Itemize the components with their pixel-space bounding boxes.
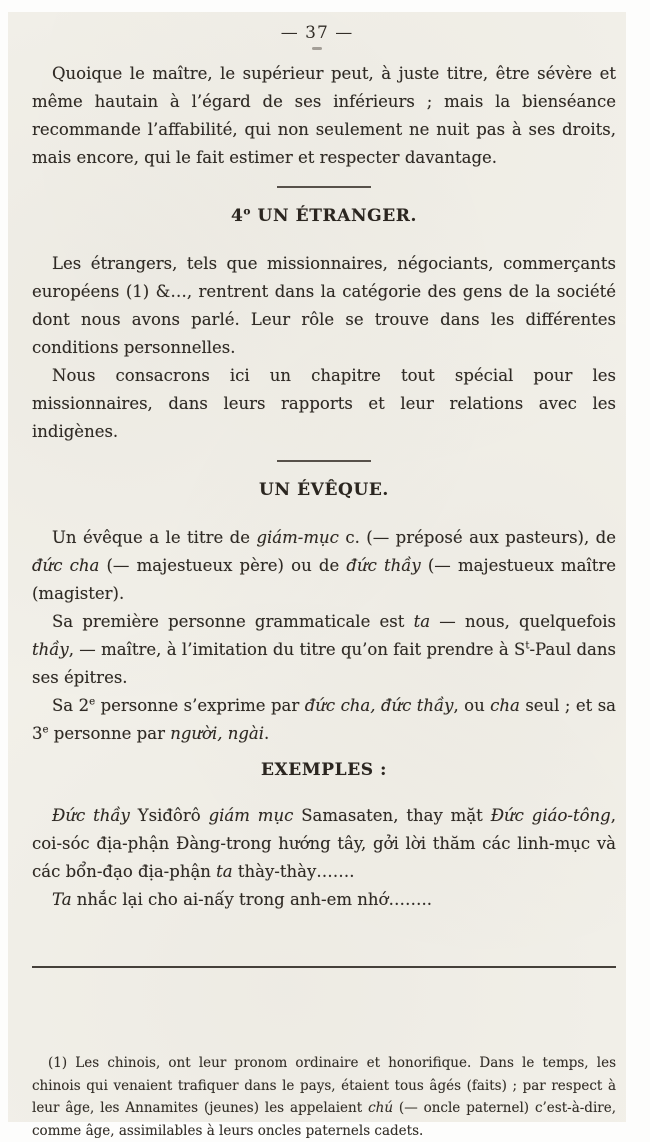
footnote-rule (32, 966, 616, 968)
paragraph-exemple-1: Đức thầy Ysiđôrô giám mục Samasaten, thay mặt Đức giáo-tông, coi-sóc địa-phận Đàng-trong hướng tây, gởi lời thăm các linh-mục và các bổn-đạo địa-phận ta thày-thày……. (32, 806, 616, 881)
heading-exemples: EXEMPLES : (260, 760, 388, 780)
heading-un-eveque: UN ÉVÊQUE. (259, 480, 389, 500)
footnote-chinois: (1) Les chinois, ont leur pronom ordinaire et honorifique. Dans le temps, les chinois qui venaient trafiquer dans le pays, étaient tous âgés (faits) ; par respect à leur âge, les Annamites (jeunes) les appelaient chú (— oncle paternel) c’est-à-dire, comme âge, assimilables à leurs oncles paternels cadets. (32, 1055, 617, 1139)
paragraph-intro: Quoique le maître, le supérieur peut, à juste titre, être sévère et même hautain à l’égard de ses inférieurs ; mais la bienséance recommande l’affabilité, qui non seulement ne nuit pas à ses droits, mais encore, qui le fait estimer et respecter davantage. (32, 64, 616, 167)
paragraph-eveque-titre: Un évêque a le titre de giám-mục c. (— préposé aux pasteurs), de đức cha (— majestueux père) ou de đức thầy (— majestueux maître (magister). (32, 528, 617, 603)
section-divider (277, 460, 371, 462)
paragraph-consacrons: Nous consacrons ici un chapitre tout spécial pour les missionnaires, dans leurs rapports et leur relations avec les indigènes. (32, 366, 616, 441)
heading-un-etranger: 4$^o$ UN ÉTRANGER. (230, 205, 418, 226)
paragraph-etrangers: Les étrangers, tels que missionnaires, négociants, commerçants européens (1) &…, rentrent dans la catégorie des gens de la société dont nous avons parlé. Leur rôle se trouve dans les différentes conditions personnelles. (32, 254, 616, 357)
paragraph-deuxieme-personne: Sa 2e personne s’exprime par đức cha, đức thầy, ou cha seul ; et sa 3e personne par người, ngài. (32, 696, 617, 743)
paragraph-exemple-2: Ta nhắc lại cho ai-nấy trong anh-em nhớ…….. (52, 890, 432, 909)
ink-smudge-mark (312, 47, 322, 50)
text-block (32, 60, 616, 1142)
section-divider (277, 186, 371, 188)
page-number: — 37 — (280, 23, 354, 43)
scanned-book-page (8, 12, 626, 1139)
paragraph-premiere-personne: Sa première personne grammaticale est ta — nous, quelquefois thầy, — maître, à l’imitation du titre qu’on fait prendre à $S^t$-Paul dans ses épitres. (32, 612, 617, 687)
